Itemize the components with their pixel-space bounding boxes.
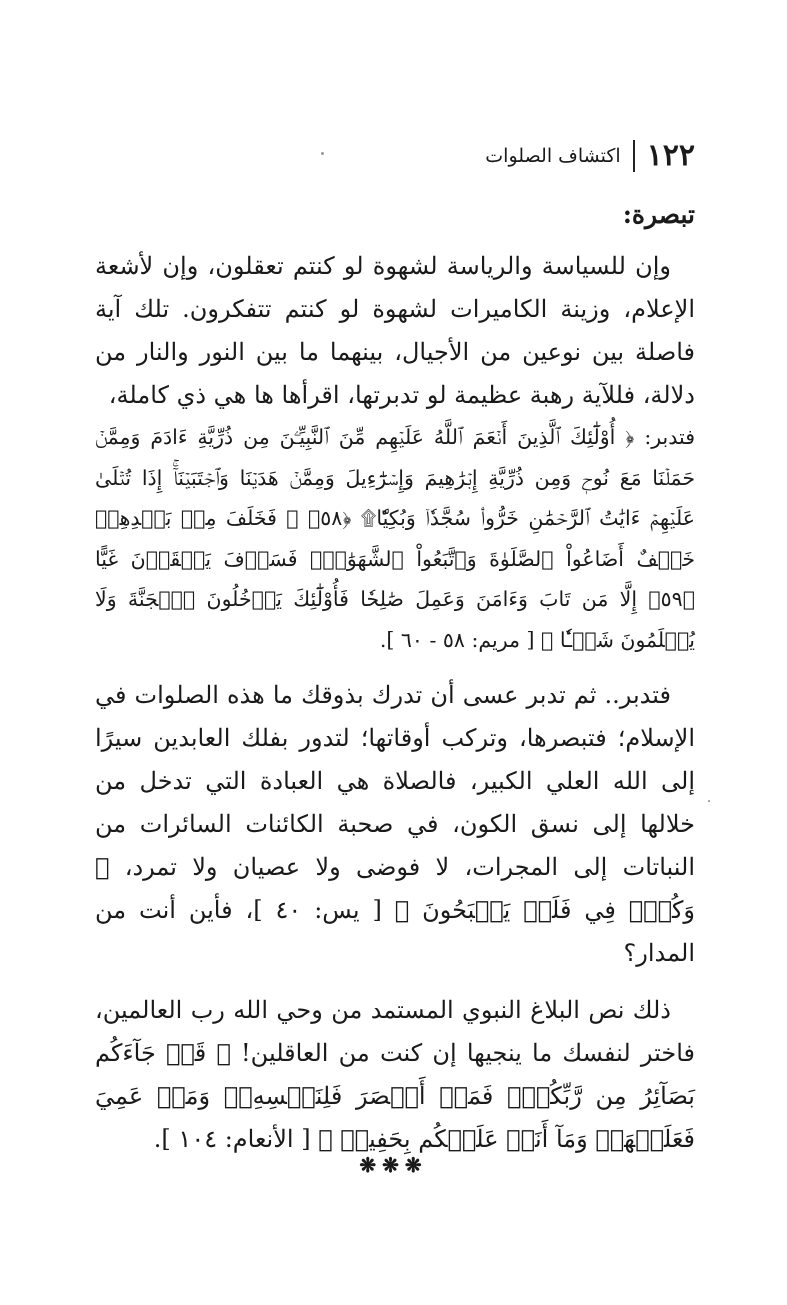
paragraph-3: ذلك نص البلاغ النبوي المستمد من وحي الله رب العالمين، فاختر لنفسك ما ينجيها إن كنت من العاقلين! ﴿ قَدۡ جَآءَكُم بَصَآئِرُ مِن رَّبِّكُمۡۖ فَمَنۡ أَبۡصَرَ فَلِنَفۡسِهِۦۖ وَمَنۡ عَمِيَ فَعَلَيۡهَاۚ وَمَآ أَنَا۠ عَلَيۡكُم بِحَفِيظٖ ﴾ [ الأنعام: ١٠٤ ]. — [95, 996, 695, 1153]
chapter-title: اكتشاف الصلوات — [485, 144, 621, 167]
page-number: ١٢٢ — [646, 138, 695, 173]
section-separator: ❋❋❋ — [359, 1153, 428, 1177]
section-heading: تبصرة: — [622, 200, 695, 229]
scan-speck — [321, 152, 324, 155]
paragraph-1: وإن للسياسة والرياسة لشهوة لو كنتم تعقلون، وإن لأشعة الإعلام، وزينة الكاميرات لشهوة لو كنتم تتفكرون. تلك آية فاصلة بين نوعين من الأجيال، بينهما ما بين النور والنار من دلالة، فللآية رهبة عظيمة لو تدبرتها، اقرأها ها هي ذي كاملة، — [95, 252, 695, 409]
scan-speck — [708, 800, 710, 802]
quran-quote-maryam: فتدبر: ﴿ أُوْلَٰٓئِكَ ٱلَّذِينَ أَنۡعَمَ ٱللَّهُ عَلَيۡهِم مِّنَ ٱلنَّبِيِّـۧنَ مِن ذُرِّيَّةِ ءَادَمَ وَمِمَّنۡ حَمَلۡنَا مَعَ نُوحٖ وَمِن ذُرِّيَّةِ إِبۡرَٰهِيمَ وَإِسۡرَٰٓءِيلَ وَمِمَّنۡ هَدَيۡنَا وَٱجۡتَبَيۡنَآۚ إِذَا تُتۡلَىٰ عَلَيۡهِمۡ ءَايَٰتُ ٱلرَّحۡمَٰنِ خَرُّواْۤ سُجَّدٗاۤ وَبُكِيّٗا۩ ﴿٥٨﴾ ۞ فَخَلَفَ مِنۢ بَعۡدِهِمۡ خَلۡفٌ أَضَاعُواْ ٱلصَّلَوٰةَ وَٱتَّبَعُواْ ٱلشَّهَوَٰتِۖ فَسَوۡفَ يَلۡقَوۡنَ غَيًّا ﴿٥٩﴾ إِلَّا مَن تَابَ وَءَامَنَ وَعَمِلَ صَٰلِحٗا فَأُوْلَٰٓئِكَ يَدۡخُلُونَ ٱلۡجَنَّةَ وَلَا يُظۡلَمُونَ شَيۡـٔٗا ﴾ [ مريم: ٥٨ - ٦٠ ]. — [95, 425, 695, 652]
body-text — [95, 245, 695, 1161]
running-header — [485, 140, 695, 172]
paragraph-2: فتدبر.. ثم تدبر عسى أن تدرك بذوقك ما هذه الصلوات في الإسلام؛ فتبصرها، وتركب أوقاتها؛ لتدور بفلك العابدين سيرًا إلى الله العلي الكبير، فالصلاة هي العبادة التي تدخل من خلالها إلى نسق الكون، في صحبة الكائنات السائرات من النباتات إلى المجرات، لا فوضى ولا عصيان ولا تمرد، ﴿ وَكُلّٞ فِي فَلَكٖ يَسۡبَحُونَ ﴾ [ يس: ٤٠ ]، فأين أنت من المدار؟ — [95, 681, 695, 967]
header-divider — [633, 140, 635, 172]
